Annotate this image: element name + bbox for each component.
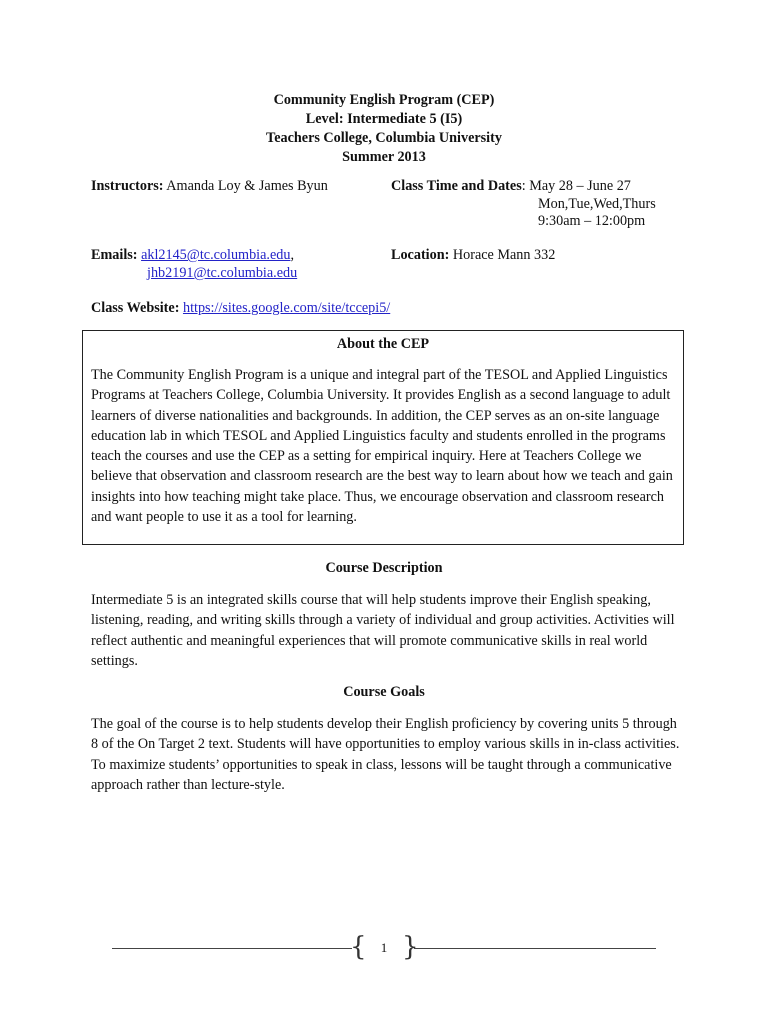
instructors-value: Amanda Loy & James Byun	[166, 178, 328, 194]
page-footer	[0, 932, 768, 965]
about-cep-title: About the CEP	[336, 336, 430, 352]
emails-label: Emails:	[91, 247, 138, 263]
term-title: Summer 2013	[342, 149, 426, 165]
class-time-block	[391, 177, 631, 195]
footer-brace-right: }	[402, 932, 419, 962]
emails-line	[91, 246, 294, 264]
about-cep-box	[82, 330, 684, 545]
level-title: Level: Intermediate 5 (I5)	[305, 111, 463, 127]
document-header	[0, 91, 768, 167]
class-days: Mon,Tue,Wed,Thurs	[538, 196, 656, 212]
email-separator: ,	[290, 247, 294, 263]
footer-rule-left	[112, 948, 352, 949]
page-number: 1	[380, 940, 388, 955]
class-time-colon: :	[521, 178, 526, 194]
course-description-title: Course Description	[325, 560, 443, 576]
course-description-text: Intermediate 5 is an integrated skills course that will help students improve their English speaking, listening, reading, and writing skills through a variety of individual and group activities. Activities will reflect authentic and meaningful experiences that will promote communicative skills in real world settings.	[91, 592, 675, 669]
email-link-1[interactable]: akl2145@tc.columbia.edu	[141, 247, 291, 263]
program-title: Community English Program (CEP)	[273, 92, 495, 108]
about-cep-text: The Community English Program is a unique and integral part of the TESOL and Applied Linguistics Programs at Teachers College, Columbia University. It provides English as a second language to adult learners of diverse nationalities and backgrounds. In addition, the CEP serves as an on-site language education lab in which TESOL and Applied Linguistics faculty and students enrolled in the programs teach the courses and use the CEP as a setting for empirical inquiry. Here at Teachers College we believe that observation and classroom research are the best way to learn about how we teach and gain insights into how teaching might take place. Thus, we encourage observation and classroom research and want people to use it as a tool for learning.	[91, 367, 673, 526]
location-label: Location:	[391, 247, 450, 263]
instructors-line	[91, 177, 328, 195]
location-line	[391, 246, 555, 264]
location-value: Horace Mann 332	[452, 247, 556, 263]
instructors-label: Instructors:	[91, 178, 164, 194]
class-time-label: Class Time and Dates	[391, 178, 522, 194]
website-label: Class Website:	[91, 300, 180, 316]
course-goals-text: The goal of the course is to help students develop their English proficiency by covering units 5 through 8 of the On Target 2 text. Students will have opportunities to employ various skills in in-class activities. To maximize students’ opportunities to speak in class, lessons will be taught through a communicative approach rather than lecture-style.	[91, 716, 680, 793]
course-goals-title: Course Goals	[343, 684, 425, 700]
footer-brace-left: {	[350, 932, 367, 962]
class-hours: 9:30am – 12:00pm	[538, 213, 646, 229]
class-dates: May 28 – June 27	[529, 178, 631, 194]
email-line-2	[147, 264, 297, 282]
email-link-2[interactable]: jhb2191@tc.columbia.edu	[147, 265, 298, 281]
footer-rule-right	[414, 948, 656, 949]
website-line	[91, 299, 390, 317]
website-link[interactable]: https://sites.google.com/site/tccepi5/	[182, 300, 391, 316]
institution-title: Teachers College, Columbia University	[266, 130, 502, 146]
